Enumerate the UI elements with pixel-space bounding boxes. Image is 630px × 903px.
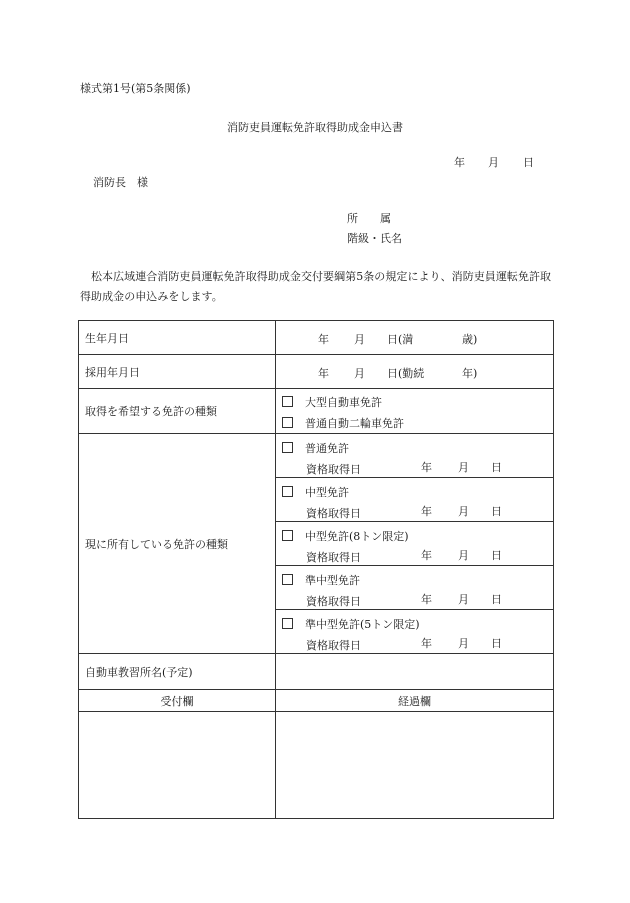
acq-month-unit: 月 [458, 505, 469, 518]
current-license-row [79, 434, 554, 654]
license-label: 中型免許 [305, 486, 349, 499]
hire-date-row [79, 355, 554, 389]
progress-header: 経過欄 [276, 690, 554, 712]
acquisition-date-label: 資格取得日 [306, 595, 361, 608]
date-year: 年 [454, 156, 465, 169]
reception-header: 受付欄 [79, 690, 276, 712]
acq-day-unit: 日 [491, 593, 502, 606]
license-option-medium-8t[interactable] [282, 528, 409, 544]
checkbox[interactable] [282, 486, 293, 497]
office-use-header-row [79, 690, 554, 712]
acquisition-date-label: 資格取得日 [306, 507, 361, 520]
license-option-semi-medium[interactable] [282, 572, 360, 588]
driving-school-label: 自動車教習所名(予定) [79, 654, 276, 690]
option-label: 普通自動二輪車免許 [305, 417, 404, 430]
license-option-ordinary[interactable] [282, 440, 349, 456]
acquisition-date-label: 資格取得日 [306, 551, 361, 564]
application-statement: 松本広域連合消防吏員運転免許取得助成金交付要綱第5条の規定により、消防吏員運転免許取得助成金の申込みをします。 [80, 270, 552, 303]
hire-date-field[interactable] [276, 355, 554, 389]
desired-license-options [276, 389, 554, 434]
birth-date-field[interactable] [276, 321, 554, 355]
office-use-row [79, 712, 554, 819]
affiliation-label: 所 属 [347, 212, 391, 225]
desired-license-label: 取得を希望する免許の種類 [79, 389, 276, 434]
acq-day-unit: 日 [491, 461, 502, 474]
hire-date-label: 採用年月日 [79, 355, 276, 389]
desired-option-large[interactable] [282, 394, 382, 410]
addressee: 消防長 様 [93, 176, 148, 189]
acq-day-unit: 日 [491, 505, 502, 518]
reception-field[interactable] [79, 712, 276, 819]
acq-year-unit: 年 [421, 549, 432, 562]
hire-years-unit: 年) [462, 367, 478, 380]
progress-field[interactable] [276, 712, 554, 819]
checkbox[interactable] [282, 396, 293, 407]
acq-year-unit: 年 [421, 593, 432, 606]
current-license-item [276, 522, 553, 566]
current-license-item [276, 478, 553, 522]
acq-month-unit: 月 [458, 593, 469, 606]
acq-month-unit: 月 [458, 461, 469, 474]
current-license-item [276, 566, 553, 610]
license-label: 普通免許 [305, 442, 349, 455]
birth-day-unit: 日(満 [387, 333, 414, 346]
current-license-item [276, 610, 553, 653]
document-title: 消防吏員運転免許取得助成金申込書 [227, 121, 403, 134]
acq-day-unit: 日 [491, 637, 502, 650]
checkbox[interactable] [282, 417, 293, 428]
checkbox[interactable] [282, 530, 293, 541]
license-option-semi-medium-5t[interactable] [282, 616, 420, 632]
checkbox[interactable] [282, 442, 293, 453]
license-label: 準中型免許 [305, 574, 360, 587]
application-form-table [78, 320, 554, 819]
acq-year-unit: 年 [421, 505, 432, 518]
driving-school-row [79, 654, 554, 690]
acq-month-unit: 月 [458, 637, 469, 650]
license-label: 中型免許(8トン限定) [305, 530, 409, 543]
current-license-list [276, 434, 554, 654]
acquisition-date-label: 資格取得日 [306, 639, 361, 652]
license-option-medium[interactable] [282, 484, 349, 500]
checkbox[interactable] [282, 618, 293, 629]
hire-month-unit: 月 [354, 367, 365, 380]
date-month: 月 [488, 156, 499, 169]
acq-year-unit: 年 [421, 461, 432, 474]
current-license-label: 現に所有している免許の種類 [79, 434, 276, 654]
acq-year-unit: 年 [421, 637, 432, 650]
current-license-item [276, 434, 553, 478]
driving-school-field[interactable] [276, 654, 554, 690]
desired-option-motorcycle[interactable] [282, 415, 404, 431]
acq-month-unit: 月 [458, 549, 469, 562]
hire-day-unit: 日(勤続 [387, 367, 425, 380]
desired-license-row [79, 389, 554, 434]
option-label: 大型自動車免許 [305, 396, 382, 409]
checkbox[interactable] [282, 574, 293, 585]
acquisition-date-label: 資格取得日 [306, 463, 361, 476]
birth-year-unit: 年 [318, 333, 329, 346]
rank-name-label: 階級・氏名 [347, 232, 402, 245]
birth-date-row [79, 321, 554, 355]
birth-date-label: 生年月日 [79, 321, 276, 355]
license-label: 準中型免許(5トン限定) [305, 618, 420, 631]
date-day: 日 [523, 156, 534, 169]
birth-age-unit: 歳) [462, 333, 478, 346]
form-number: 様式第1号(第5条関係) [80, 82, 191, 95]
birth-month-unit: 月 [354, 333, 365, 346]
acq-day-unit: 日 [491, 549, 502, 562]
hire-year-unit: 年 [318, 367, 329, 380]
